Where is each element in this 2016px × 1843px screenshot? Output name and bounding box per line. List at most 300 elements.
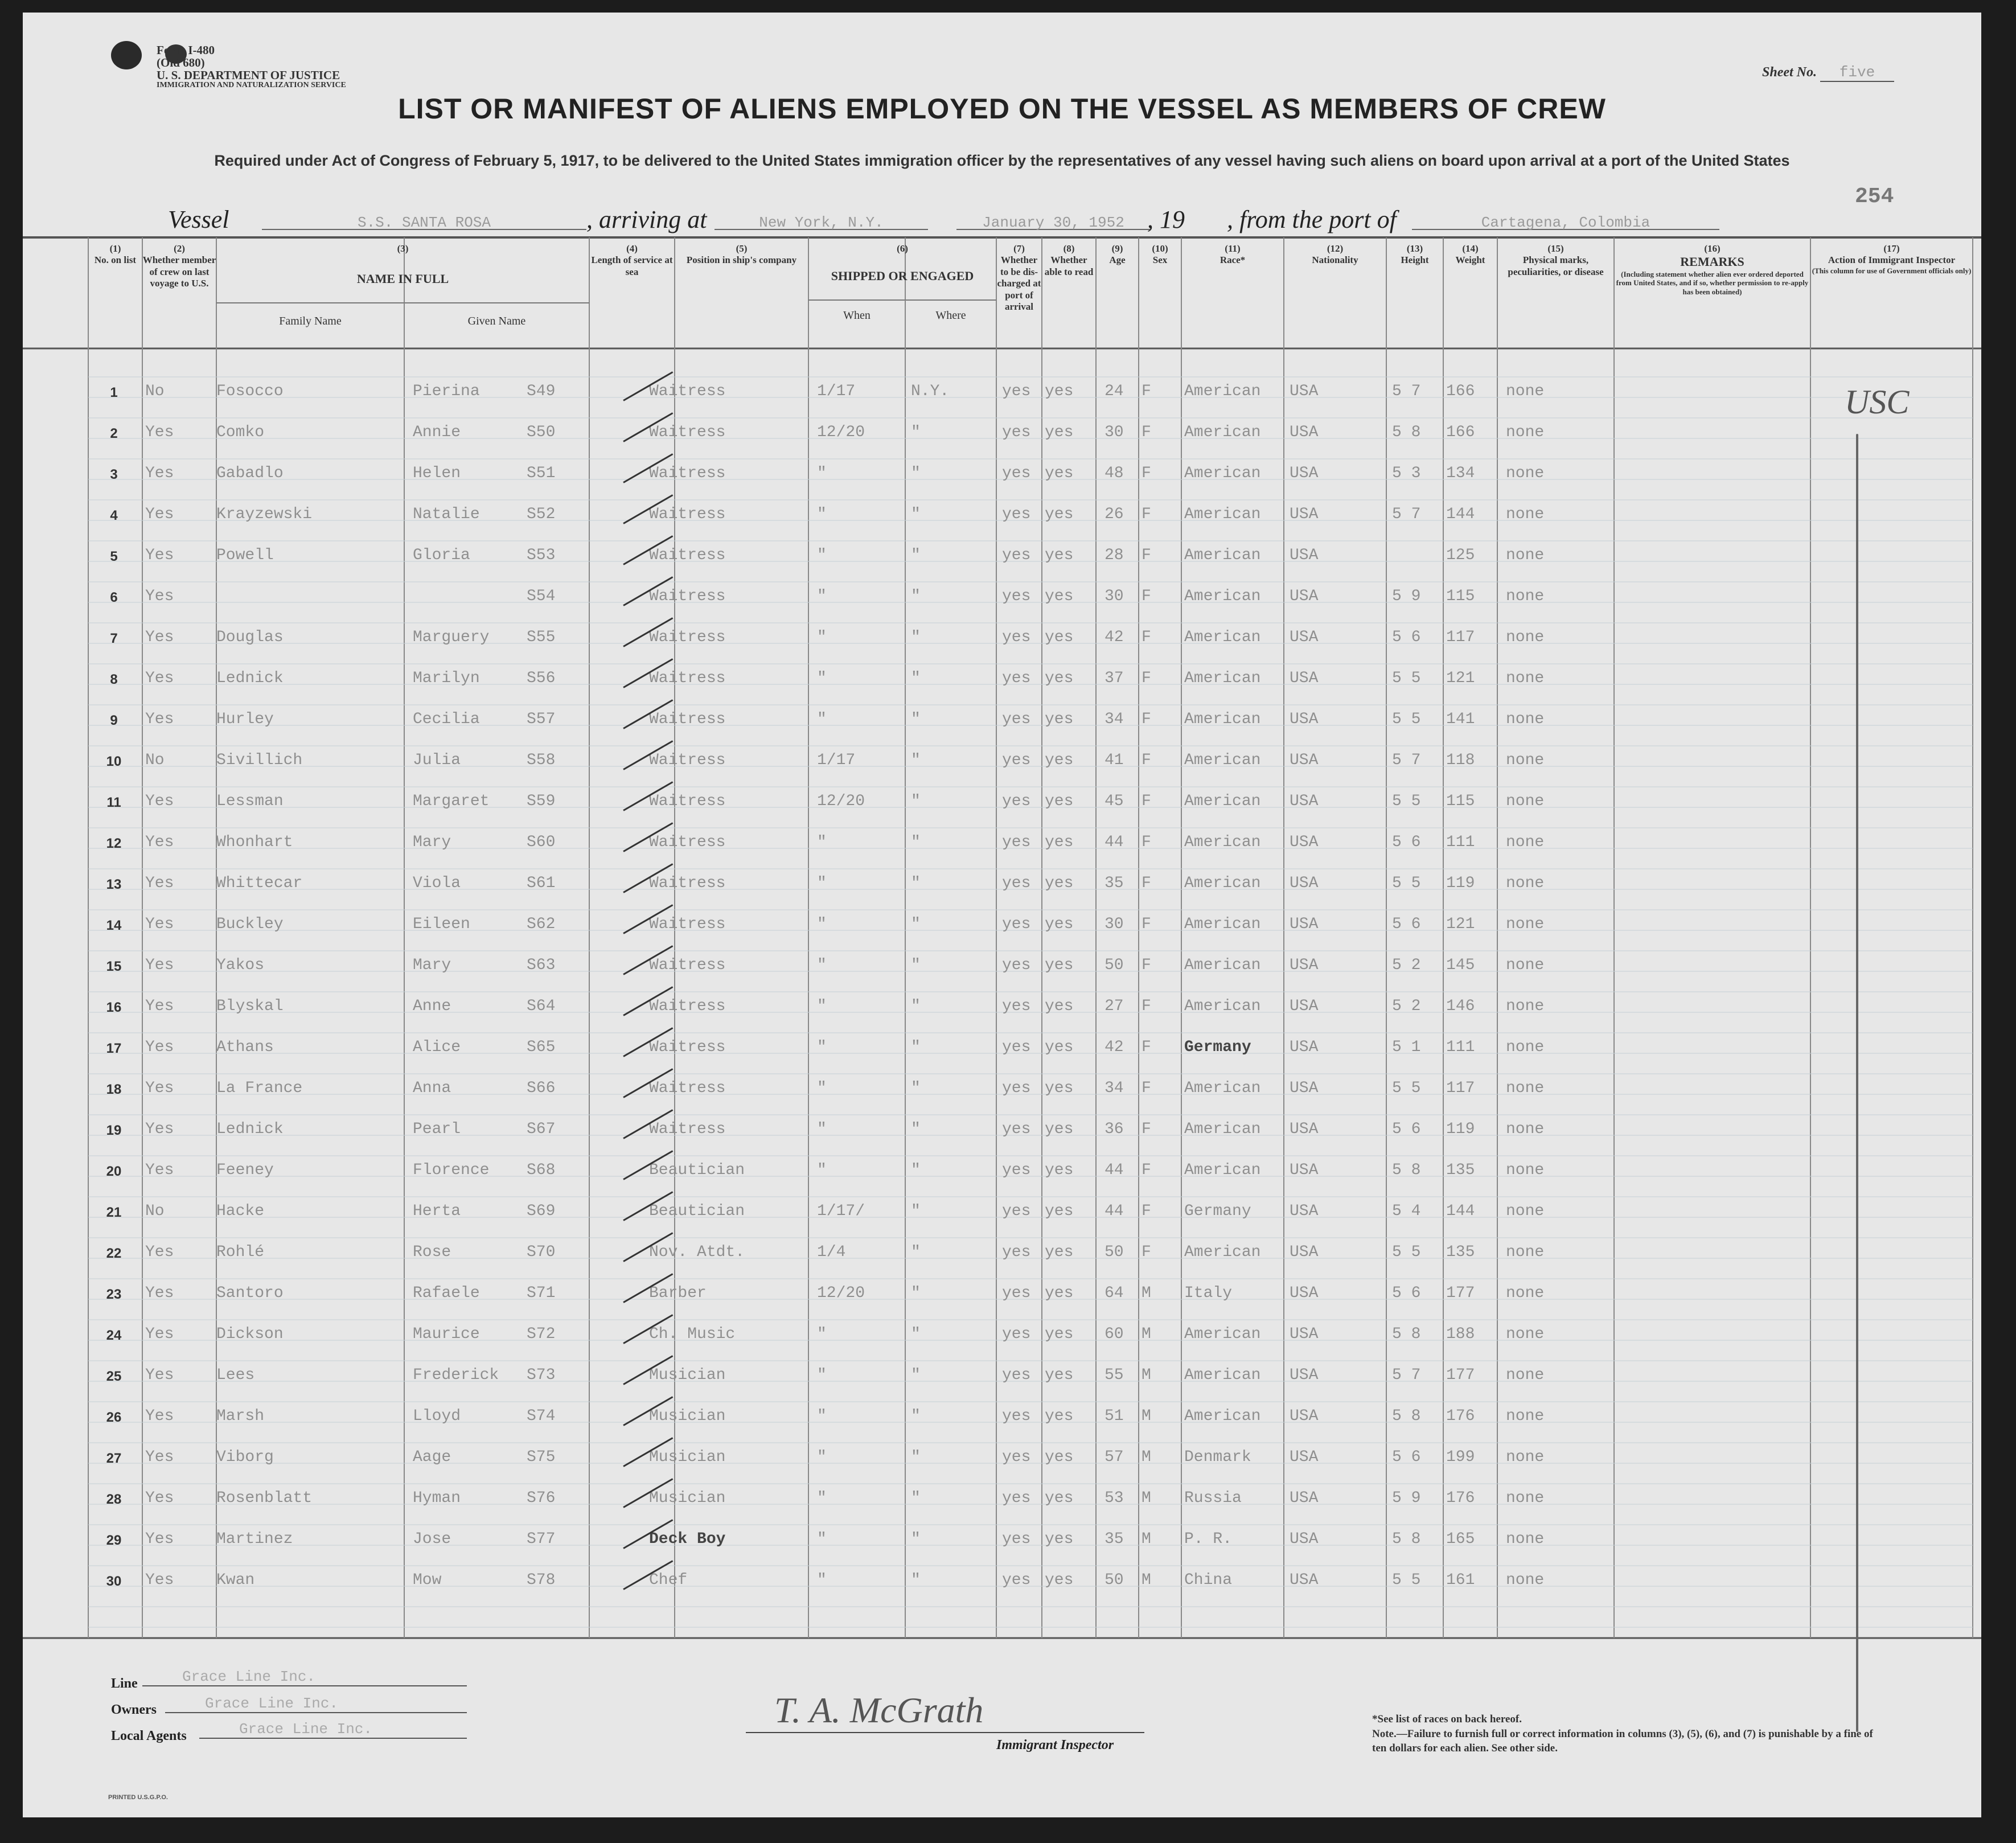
cell-id: S59	[527, 793, 556, 810]
cell-read: yes	[1045, 711, 1074, 728]
inspector-stroke	[1856, 434, 1858, 1732]
cell-read: yes	[1045, 1530, 1074, 1548]
cell-when: "	[817, 1366, 827, 1384]
cell-race: American	[1184, 711, 1261, 728]
cell-read: yes	[1045, 465, 1074, 482]
cell-pos: Waitress	[649, 670, 726, 687]
cell-pos: Nov. Atdt.	[649, 1243, 745, 1261]
cell-where: "	[911, 834, 921, 851]
cell-family: Rohlé	[216, 1243, 265, 1261]
cell-id: S75	[527, 1448, 556, 1466]
cell-when: "	[817, 957, 827, 974]
cell-nat: USA	[1290, 957, 1319, 974]
row-number: 27	[106, 1451, 122, 1466]
sheet-value: five	[1820, 64, 1894, 82]
cell-nat: USA	[1290, 916, 1319, 933]
footer-note	[1372, 1712, 1884, 1756]
cell-where: "	[911, 1489, 921, 1507]
column-label: Physical marks, peculiarities, or disease	[1508, 255, 1604, 277]
cell-where: "	[911, 1202, 921, 1220]
column-header-c12	[1284, 243, 1386, 266]
cell-race: American	[1184, 1079, 1261, 1097]
cell-prev: Yes	[145, 1243, 174, 1261]
cell-where: "	[911, 506, 921, 523]
cell-marks: none	[1506, 834, 1545, 851]
arrival-port: New York, N.Y.	[715, 214, 928, 230]
cell-id: S65	[527, 1039, 556, 1056]
cell-pos: Waitress	[649, 1039, 726, 1056]
cell-family: Santoro	[216, 1284, 284, 1302]
cell-height: 5 7	[1392, 752, 1421, 769]
cell-weight: 177	[1446, 1284, 1475, 1302]
cell-prev: No	[145, 383, 165, 400]
cell-sex: F	[1142, 1202, 1151, 1220]
cell-nat: USA	[1290, 670, 1319, 687]
cell-disch: yes	[1002, 1202, 1031, 1220]
cell-height: 5 2	[1392, 998, 1421, 1015]
cell-sex: F	[1142, 752, 1151, 769]
cell-when: "	[817, 1325, 827, 1343]
cell-where: "	[911, 752, 921, 769]
row-number: 6	[110, 590, 118, 605]
row-number: 21	[106, 1205, 122, 1220]
cell-race: American	[1184, 793, 1261, 810]
cell-age: 35	[1105, 875, 1124, 892]
cell-id: S72	[527, 1325, 556, 1343]
cell-read: yes	[1045, 793, 1074, 810]
row-number: 20	[106, 1164, 122, 1179]
cell-pos: Waitress	[649, 629, 726, 646]
cell-race: American	[1184, 547, 1261, 564]
agents-label: Local Agents	[111, 1729, 187, 1743]
column-number: (16)	[1704, 243, 1721, 254]
cell-age: 30	[1105, 424, 1124, 441]
cell-age: 64	[1105, 1284, 1124, 1302]
cell-pos: Musician	[649, 1407, 726, 1425]
sheet-label: Sheet No.	[1762, 65, 1817, 80]
cell-prev: Yes	[145, 1284, 174, 1302]
cell-age: 44	[1105, 1161, 1124, 1179]
form-service: IMMIGRATION AND NATURALIZATION SERVICE	[157, 81, 346, 90]
cell-age: 27	[1105, 998, 1124, 1015]
cell-when: "	[817, 916, 827, 933]
cell-marks: none	[1506, 1039, 1545, 1056]
row-number: 5	[110, 549, 118, 564]
cell-given: Helen	[413, 465, 461, 482]
cell-height: 5 5	[1392, 1571, 1421, 1589]
cell-nat: USA	[1290, 998, 1319, 1015]
cell-when: "	[817, 588, 827, 605]
cell-family: Hurley	[216, 711, 274, 728]
cell-where: "	[911, 424, 921, 441]
cell-family: Martinez	[216, 1530, 293, 1548]
cell-race: American	[1184, 916, 1261, 933]
cell-when: "	[817, 1120, 827, 1138]
form-department: U. S. DEPARTMENT OF JUSTICE	[157, 68, 340, 83]
cell-read: yes	[1045, 424, 1074, 441]
cell-given: Herta	[413, 1202, 461, 1220]
cell-race: American	[1184, 506, 1261, 523]
cell-height: 5 8	[1392, 1325, 1421, 1343]
row-number: 4	[110, 508, 118, 523]
cell-family: Krayzewski	[216, 506, 313, 523]
cell-family: Viborg	[216, 1448, 274, 1466]
cell-given: Annie	[413, 424, 461, 441]
cell-marks: none	[1506, 957, 1545, 974]
vessel-name: S.S. SANTA ROSA	[262, 214, 586, 230]
column-label: Height	[1401, 255, 1429, 266]
cell-nat: USA	[1290, 793, 1319, 810]
cell-when: "	[817, 711, 827, 728]
cell-weight: 115	[1446, 793, 1475, 810]
inspector-mark: USC	[1845, 383, 1910, 421]
cell-marks: none	[1506, 1366, 1545, 1384]
cell-age: 50	[1105, 957, 1124, 974]
cell-race: Denmark	[1184, 1448, 1251, 1466]
arriving-label: , arriving at	[586, 206, 707, 233]
cell-read: yes	[1045, 1284, 1074, 1302]
cell-prev: Yes	[145, 793, 174, 810]
cell-weight: 134	[1446, 465, 1475, 482]
column-number: (1)	[109, 243, 121, 254]
cell-given: Pierina	[413, 383, 480, 400]
cell-marks: none	[1506, 1079, 1545, 1097]
cell-pos: Beautician	[649, 1161, 745, 1179]
cell-age: 26	[1105, 506, 1124, 523]
cell-height: 5 6	[1392, 916, 1421, 933]
cell-disch: yes	[1002, 1407, 1031, 1425]
cell-race: Russia	[1184, 1489, 1242, 1507]
cell-sex: M	[1142, 1448, 1151, 1466]
cell-disch: yes	[1002, 465, 1031, 482]
cell-weight: 115	[1446, 588, 1475, 605]
cell-prev: Yes	[145, 506, 174, 523]
cell-disch: yes	[1002, 1448, 1031, 1466]
cell-height: 5 7	[1392, 1366, 1421, 1384]
cell-weight: 166	[1446, 424, 1475, 441]
cell-when: "	[817, 1571, 827, 1589]
cell-id: S73	[527, 1366, 556, 1384]
row-number: 29	[106, 1533, 122, 1548]
cell-when: "	[817, 1530, 827, 1548]
row-number: 24	[106, 1328, 122, 1343]
cell-pos: Waitress	[649, 834, 726, 851]
column-number: (15)	[1547, 243, 1564, 254]
cell-family: Powell	[216, 547, 274, 564]
cell-nat: USA	[1290, 1407, 1319, 1425]
cell-given: Maurice	[413, 1325, 480, 1343]
cell-prev: Yes	[145, 1161, 174, 1179]
cell-sex: F	[1142, 834, 1151, 851]
line-value: Grace Line Inc.	[142, 1668, 467, 1686]
cell-when: 12/20	[817, 424, 865, 441]
column-label: Action of Immigrant Inspector	[1828, 255, 1956, 266]
column-header-c7	[996, 243, 1042, 313]
cell-disch: yes	[1002, 1039, 1031, 1056]
cell-prev: Yes	[145, 670, 174, 687]
cell-age: 50	[1105, 1243, 1124, 1261]
printer-mark: PRINTED U.S.G.P.O.	[108, 1794, 168, 1801]
column-header-c9	[1096, 243, 1139, 266]
cell-marks: none	[1506, 670, 1545, 687]
cell-read: yes	[1045, 957, 1074, 974]
column-note: (Including statement whether alien ever ordered deported from United States, and if so, whether permission to re-apply has been obtained)	[1616, 269, 1809, 296]
cell-when: "	[817, 547, 827, 564]
cell-height: 5 6	[1392, 834, 1421, 851]
cell-sex: M	[1142, 1366, 1151, 1384]
cell-where: "	[911, 998, 921, 1015]
cell-race: Germany	[1184, 1202, 1251, 1220]
cell-read: yes	[1045, 1202, 1074, 1220]
cell-nat: USA	[1290, 1571, 1319, 1589]
cell-age: 44	[1105, 834, 1124, 851]
column-header-c14	[1443, 243, 1497, 266]
cell-pos: Waitress	[649, 711, 726, 728]
column-number: (8)	[1063, 243, 1075, 254]
cell-sex: F	[1142, 1161, 1151, 1179]
cell-when: 12/20	[817, 793, 865, 810]
cell-read: yes	[1045, 588, 1074, 605]
cell-weight: 141	[1446, 711, 1475, 728]
cell-height: 5 6	[1392, 1448, 1421, 1466]
cell-height: 5 9	[1392, 588, 1421, 605]
cell-weight: 119	[1446, 875, 1475, 892]
cell-weight: 176	[1446, 1489, 1475, 1507]
column-number: (9)	[1111, 243, 1123, 254]
cell-when: "	[817, 1489, 827, 1507]
inspector-signature: T. A. McGrath	[774, 1690, 984, 1730]
cell-nat: USA	[1290, 1120, 1319, 1138]
cell-id: S54	[527, 588, 556, 605]
races-note: *See list of races on back hereof.	[1372, 1713, 1522, 1725]
cell-family: Lednick	[216, 1120, 284, 1138]
cell-race: American	[1184, 957, 1261, 974]
cell-age: 53	[1105, 1489, 1124, 1507]
row-number: 9	[110, 713, 118, 728]
cell-age: 30	[1105, 588, 1124, 605]
column-number: (4)	[626, 243, 638, 254]
row-number: 26	[106, 1410, 122, 1425]
cell-prev: Yes	[145, 916, 174, 933]
cell-height: 5 8	[1392, 1161, 1421, 1179]
cell-age: 41	[1105, 752, 1124, 769]
column-number: (13)	[1406, 243, 1423, 254]
cell-race: Italy	[1184, 1284, 1233, 1302]
cell-family: Feeney	[216, 1161, 274, 1179]
column-header-c6	[808, 243, 996, 284]
subcolumn-header-c3a: Family Name	[279, 315, 342, 327]
cell-when: "	[817, 1407, 827, 1425]
cell-disch: yes	[1002, 752, 1031, 769]
cell-given: Mary	[413, 834, 451, 851]
cell-where: "	[911, 670, 921, 687]
cell-disch: yes	[1002, 1366, 1031, 1384]
cell-race: American	[1184, 1325, 1261, 1343]
from-port: Cartagena, Colombia	[1412, 214, 1719, 230]
cell-given: Margaret	[413, 793, 490, 810]
cell-where: "	[911, 916, 921, 933]
year-label: , 19	[1147, 206, 1185, 233]
cell-where: "	[911, 1284, 921, 1302]
cell-when: "	[817, 465, 827, 482]
vessel-label: Vessel	[168, 206, 229, 233]
cell-pos: Waitress	[649, 752, 726, 769]
cell-disch: yes	[1002, 547, 1031, 564]
cell-disch: yes	[1002, 875, 1031, 892]
cell-prev: Yes	[145, 875, 174, 892]
cell-nat: USA	[1290, 1161, 1319, 1179]
column-label: No. on list	[94, 255, 137, 266]
cell-sex: M	[1142, 1284, 1151, 1302]
cell-family: Whittecar	[216, 875, 303, 892]
column-number: (6)	[897, 243, 908, 254]
cell-race: American	[1184, 1120, 1261, 1138]
cell-read: yes	[1045, 1407, 1074, 1425]
manifest-page	[23, 13, 1981, 1817]
cell-where: "	[911, 1161, 921, 1179]
cell-age: 50	[1105, 1571, 1124, 1589]
cell-pos: Musician	[649, 1366, 726, 1384]
cell-nat: USA	[1290, 711, 1319, 728]
cell-prev: Yes	[145, 465, 174, 482]
cell-pos: Waitress	[649, 916, 726, 933]
cell-disch: yes	[1002, 998, 1031, 1015]
cell-read: yes	[1045, 752, 1074, 769]
cell-disch: yes	[1002, 957, 1031, 974]
cell-marks: none	[1506, 1407, 1545, 1425]
cell-given: Rafaele	[413, 1284, 480, 1302]
cell-where: "	[911, 1571, 921, 1589]
from-port-label: , from the port of	[1227, 206, 1397, 233]
inspector-label: Immigrant Inspector	[996, 1738, 1114, 1752]
cell-nat: USA	[1290, 1202, 1319, 1220]
cell-read: yes	[1045, 1243, 1074, 1261]
column-header-c1	[88, 243, 142, 266]
cell-sex: F	[1142, 547, 1151, 564]
cell-nat: USA	[1290, 547, 1319, 564]
agents-value: Grace Line Inc.	[199, 1721, 467, 1739]
column-header-c15	[1497, 243, 1614, 278]
cell-family: Hacke	[216, 1202, 265, 1220]
cell-marks: none	[1506, 793, 1545, 810]
cell-pos: Musician	[649, 1489, 726, 1507]
cell-prev: Yes	[145, 1039, 174, 1056]
cell-nat: USA	[1290, 1243, 1319, 1261]
cell-prev: Yes	[145, 1448, 174, 1466]
column-number: (2)	[174, 243, 185, 254]
cell-sex: F	[1142, 588, 1151, 605]
cell-marks: none	[1506, 1202, 1545, 1220]
cell-when: "	[817, 834, 827, 851]
row-number: 25	[106, 1369, 122, 1384]
cell-race: American	[1184, 670, 1261, 687]
cell-sex: F	[1142, 629, 1151, 646]
cell-marks: none	[1506, 1325, 1545, 1343]
cell-where: "	[911, 588, 921, 605]
cell-family: Rosenblatt	[216, 1489, 313, 1507]
cell-given: Frederick	[413, 1366, 499, 1384]
cell-prev: Yes	[145, 1530, 174, 1548]
cell-prev: Yes	[145, 834, 174, 851]
cell-id: S58	[527, 752, 556, 769]
cell-family: Fosocco	[216, 383, 284, 400]
cell-height: 5 8	[1392, 1407, 1421, 1425]
cell-where: "	[911, 1448, 921, 1466]
column-header-c3	[216, 243, 589, 287]
row-number: 15	[106, 959, 122, 974]
cell-height: 5 8	[1392, 424, 1421, 441]
cell-marks: none	[1506, 711, 1545, 728]
owners-label: Owners	[111, 1702, 157, 1717]
cell-given: Lloyd	[413, 1407, 461, 1425]
cell-pos: Waitress	[649, 1079, 726, 1097]
cell-race: American	[1184, 465, 1261, 482]
cell-id: S63	[527, 957, 556, 974]
column-header-c4	[589, 243, 675, 278]
cell-where: "	[911, 875, 921, 892]
cell-prev: No	[145, 1202, 165, 1220]
cell-disch: yes	[1002, 1120, 1031, 1138]
cell-id: S51	[527, 465, 556, 482]
cell-height: 5 5	[1392, 1243, 1421, 1261]
cell-id: S74	[527, 1407, 556, 1425]
cell-disch: yes	[1002, 1325, 1031, 1343]
row-number: 13	[106, 877, 122, 892]
column-number: (10)	[1152, 243, 1168, 254]
cell-nat: USA	[1290, 1325, 1319, 1343]
cell-age: 37	[1105, 670, 1124, 687]
cell-where: "	[911, 1325, 921, 1343]
cell-read: yes	[1045, 547, 1074, 564]
cell-pos: Waitress	[649, 465, 726, 482]
cell-prev: Yes	[145, 711, 174, 728]
cell-weight: 117	[1446, 629, 1475, 646]
cell-weight: 145	[1446, 957, 1475, 974]
cell-nat: USA	[1290, 506, 1319, 523]
cell-prev: Yes	[145, 424, 174, 441]
cell-disch: yes	[1002, 1284, 1031, 1302]
cell-given: Hyman	[413, 1489, 461, 1507]
cell-height: 5 5	[1392, 1079, 1421, 1097]
cell-race: Germany	[1184, 1039, 1251, 1056]
cell-family: La France	[216, 1079, 303, 1097]
cell-marks: none	[1506, 588, 1545, 605]
cell-nat: USA	[1290, 834, 1319, 851]
row-number: 1	[110, 385, 118, 400]
column-label: SHIPPED OR ENGAGED	[831, 269, 974, 284]
cell-given: Marilyn	[413, 670, 480, 687]
cell-sex: F	[1142, 711, 1151, 728]
cell-weight: 121	[1446, 670, 1475, 687]
cell-weight: 166	[1446, 383, 1475, 400]
cell-where: "	[911, 629, 921, 646]
cell-when: "	[817, 998, 827, 1015]
cell-age: 36	[1105, 1120, 1124, 1138]
row-number: 11	[106, 795, 121, 810]
column-header-c16	[1614, 243, 1810, 297]
cell-id: S76	[527, 1489, 556, 1507]
cell-read: yes	[1045, 1448, 1074, 1466]
cell-given: Anne	[413, 998, 451, 1015]
cell-family: Douglas	[216, 629, 284, 646]
cell-height: 5 6	[1392, 1284, 1421, 1302]
cell-pos: Ch. Music	[649, 1325, 736, 1343]
cell-marks: none	[1506, 1161, 1545, 1179]
row-number: 8	[110, 672, 118, 687]
cell-given: Eileen	[413, 916, 470, 933]
cell-when: 1/4	[817, 1243, 846, 1261]
cell-race: American	[1184, 1407, 1261, 1425]
